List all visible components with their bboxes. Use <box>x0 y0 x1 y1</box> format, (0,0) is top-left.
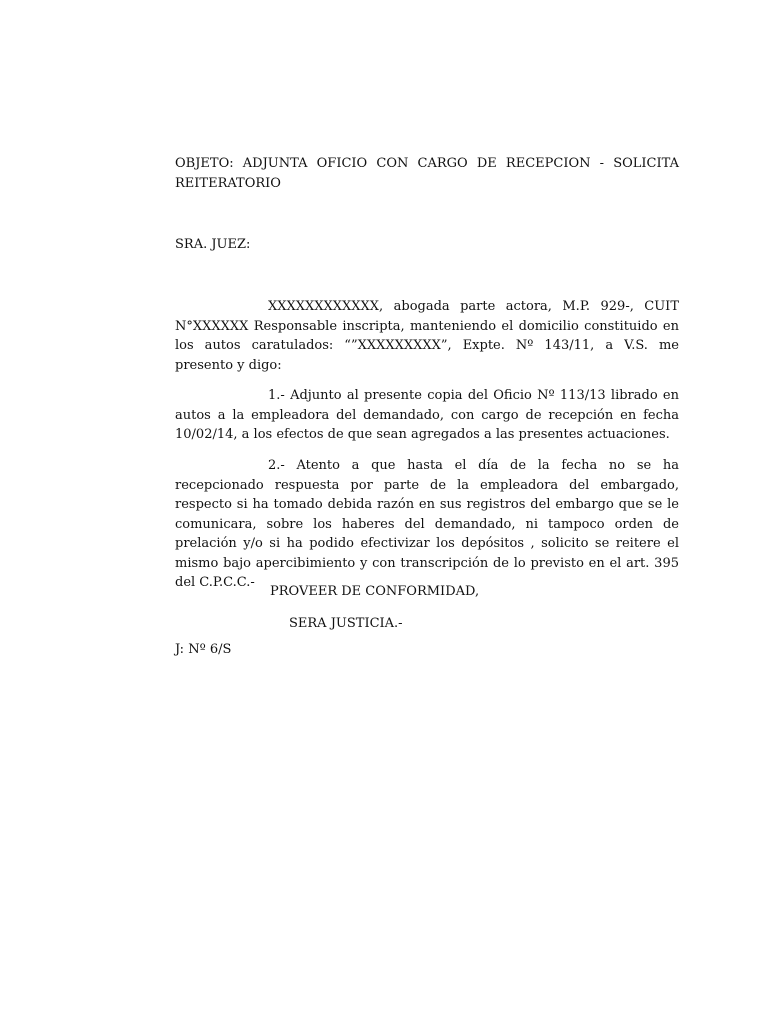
paragraph-item-1: 1.- Adjunto al presente copia del Oficio Nº 113/13 librado en autos a la empleadora del demandado, con cargo de recepción en fecha 10/02/14, a los efectos de que sean agregados a las presentes actuaciones. <box>175 388 679 442</box>
paragraph-presentation: XXXXXXXXXXXX, abogada parte actora, M.P. 929-, CUIT N°XXXXXX Responsable inscripta, manteniendo el domicilio constituido en los autos caratulados: “”XXXXXXXXX”, Expte. Nº 143/11, a V.S. me presento y digo: <box>175 299 679 373</box>
salutation: SRA. JUEZ: <box>175 237 251 252</box>
document-subject: OBJETO: ADJUNTA OFICIO CON CARGO DE RECEPCION - SOLICITA REITERATORIO <box>175 156 679 191</box>
paragraph-item-2: 2.- Atento a que hasta el día de la fecha no se ha recepcionado respuesta por parte de la empleadora del embargado, respecto si ha tomado debida razón en sus registros del embargo que se le comunicara, sobre los haberes del demandado, ni tampoco orden de prelación y/o si ha podido efectivizar los depósitos , solicito se reitere el mismo bajo apercibimiento y con transcripción de lo previsto en el art. 395 del C.P.C.C.- <box>175 458 679 590</box>
court-reference: J: Nº 6/S <box>175 642 232 657</box>
closing-sera-justicia: SERA JUSTICIA.- <box>289 616 403 631</box>
closing-proveer: PROVEER DE CONFORMIDAD, <box>270 584 480 599</box>
